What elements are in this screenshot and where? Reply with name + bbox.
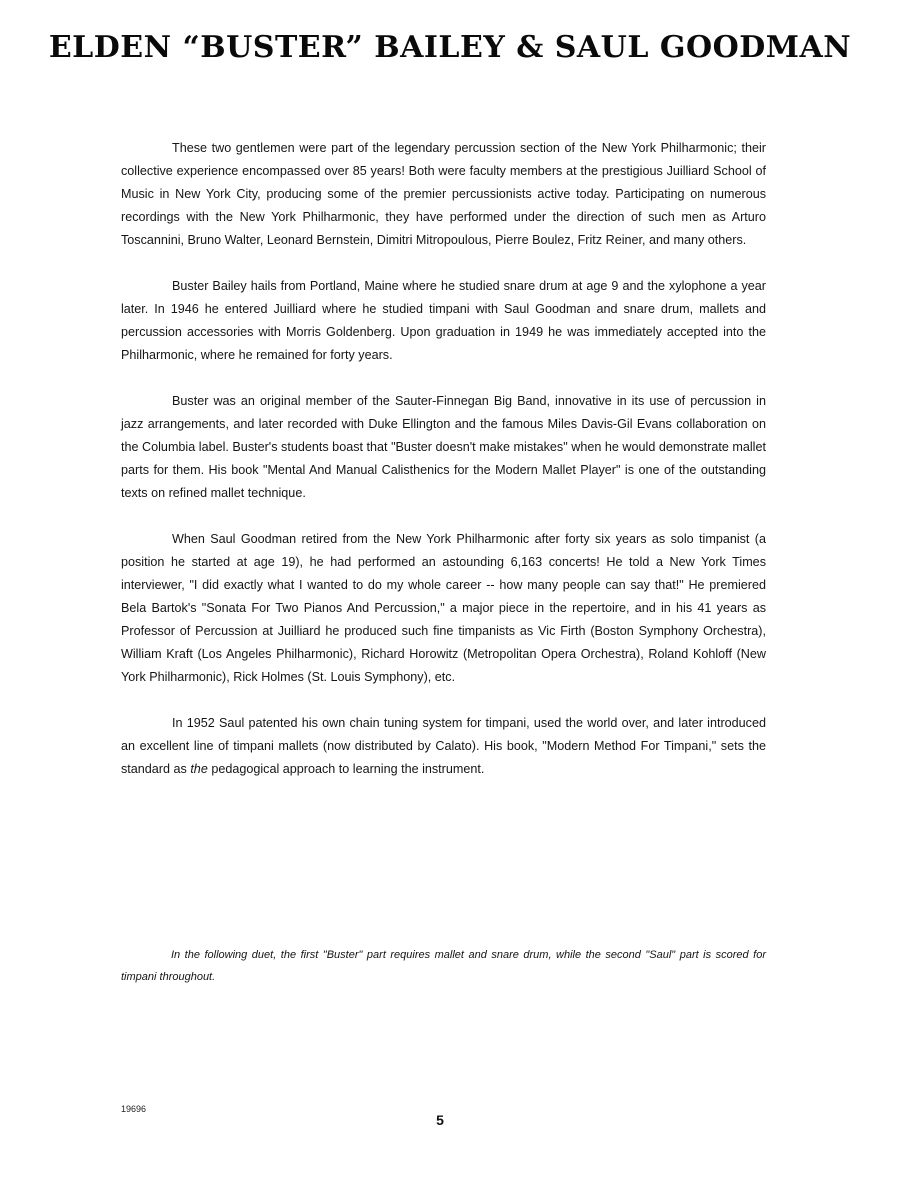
paragraph-bailey-career: Buster was an original member of the Sauter-Finnegan Big Band, innovative in its use of percussion in jazz arrangements, and later recorded with Duke Ellington and the famous Miles Davis-Gil Evans collaboration on the Columbia label. Buster's students boast that "Buster doesn't make mistakes" when he would demonstrate mallet parts for them. His book "Mental And Manual Calisthenics for the Modern Mallet Player" is one of the outstanding texts on refined mallet technique. xyxy=(121,394,766,500)
emphasis-text: the xyxy=(190,761,208,776)
paragraph-intro: These two gentlemen were part of the legendary percussion section of the New York Philharmonic; their collective experience encompassed over 85 years! Both were faculty members at the prestigious Juilliard School of Music in New York City, producing some of the premier percussionists active today. Participating on numerous recordings with the New York Philharmonic, they have performed under the direction of such men as Arturo Toscannini, Bruno Walter, Leonard Bernstein, Dimitri Mitropoulous, Pierre Boulez, Fritz Reiner, and many others. xyxy=(121,141,766,247)
duet-note: In the following duet, the first "Buster" part requires mallet and snare drum, while the second "Saul" part is scored for timpani throughout. xyxy=(121,949,766,983)
paragraph-bailey-early: Buster Bailey hails from Portland, Maine where he studied snare drum at age 9 and the xylophone a year later. In 1946 he entered Juilliard where he studied timpani with Saul Goodman and snare drum, mallets and percussion accessories with Morris Goldenberg. Upon graduation in 1949 he was immediately accepted into the Philharmonic, where he remained for forty years. xyxy=(121,279,766,362)
paragraph-goodman-career: When Saul Goodman retired from the New York Philharmonic after forty six years as solo timpanist (a position he started at age 19), he had performed an astounding 6,163 concerts! He told a New York Times interviewer, "I did exactly what I wanted to do my whole career -- how many people can say that!" He premiered Bela Bartok's "Sonata For Two Pianos And Percussion," a major piece in the repertoire, and in his 41 years as Professor of Percussion at Juilliard he produced such fine timpanists as Vic Firth (Boston Symphony Orchestra), William Kraft (Los Angeles Philharmonic), Richard Horowitz (Metropolitan Opera Orchestra), Roland Kohloff (New York Philharmonic), Rick Holmes (St. Louis Symphony), etc. xyxy=(121,532,766,684)
biography-body xyxy=(121,137,766,804)
catalog-number: 19696 xyxy=(121,1104,147,1114)
paragraph-text: In 1952 Saul patented his own chain tuning system for timpani, used the world over, and later introduced an excellent line of timpani mallets (now distributed by Calato). His book, "Modern Method For Timpani," sets the standard as xyxy=(121,716,766,776)
paragraph-goodman-inventions xyxy=(121,712,766,781)
paragraph-text-end: pedagogical approach to learning the instrument. xyxy=(207,761,485,776)
page-number: 5 xyxy=(436,1112,444,1128)
page-title: ELDEN “BUSTER” BAILEY & SAUL GOODMAN xyxy=(48,30,852,65)
